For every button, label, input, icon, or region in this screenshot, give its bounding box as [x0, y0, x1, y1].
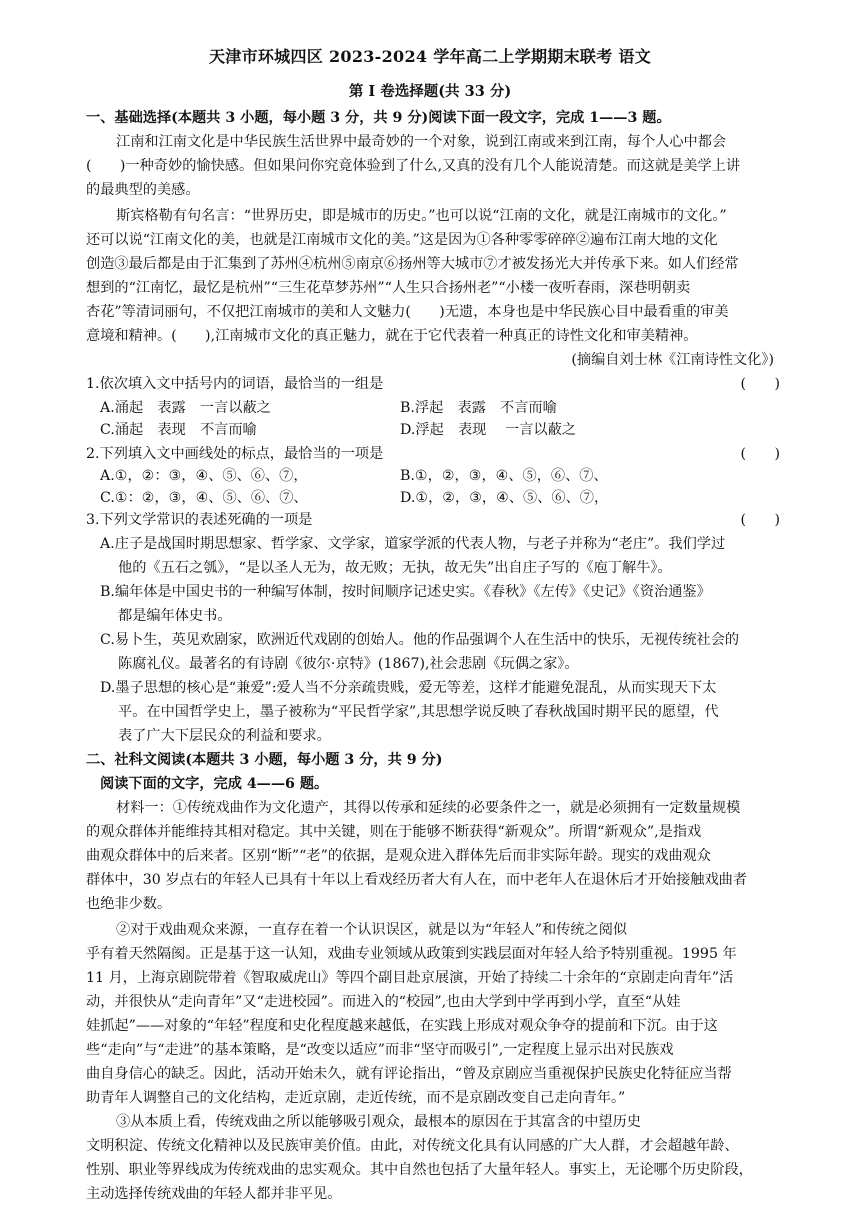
q3-option-d-line-2: 平。在中国哲学史上，墨子被称为“平民哲学家”,其思想学说反映了春秋战国时期平民的愿望，代 [118, 704, 719, 720]
m1-line-2: 的观众群体并能维持其相对稳定。其中关键，则在于能够不断获得“新观众”。所谓“新观众”,是指戏 [86, 824, 702, 840]
p2-line-1: 斯宾格勒有句名言：“世界历史，即是城市的历史。”也可以说“江南的文化，就是江南城市的文化。” [116, 208, 727, 224]
p1-line-1: 江南和江南文化是中华民族生活世界中最奇妙的一个对象，说到江南或来到江南，每个人心中都会 [116, 134, 727, 150]
q1-option-d[interactable]: D.浮起 表现 一言以蔽之 [400, 422, 576, 438]
q3-option-c-line-1[interactable]: C.易卜生，英见欢剧家，欧洲近代戏剧的创始人。他的作品强调个人在生活中的快乐，无视传统社会的 [100, 632, 740, 648]
q3-stem: 3.下列文学常识的表述死确的一项是 [86, 512, 313, 528]
p2-line-6: 意境和精神。( ),江南城市文化的真正魅力，就在于它代表着一种真正的诗性文化和审美精神。 [86, 328, 698, 344]
p2-line-5: 杏花”等清词丽句，不仅把江南城市的美和人文魅力( )无遗，本身也是中华民族心目中最看重的审美 [86, 304, 729, 320]
q3-option-a-line-1[interactable]: A.庄子是战国时期思想家、哲学家、文学家，道家学派的代表人物，与老子并称为“老庄”。我们学过 [100, 536, 726, 552]
q2-option-d[interactable]: D.①，②，③，④、⑤、⑥、⑦， [400, 490, 609, 506]
q2-options-row-1 [100, 466, 800, 486]
m2-line-4: 动，并很快从“走向青年”又“走进校园”。而进入的“校园”,也由大学到中学再到小学，直至“从娃 [86, 994, 681, 1010]
m2-line-8: 助青年人调整自己的文化结构，走近京剧，走近传统，而不是京剧改变自己走向青年。” [86, 1090, 626, 1106]
document-title: 天津市环城四区 2023-2024 学年高二上学期期末联考 语文 [208, 47, 651, 66]
q1-answer-paren[interactable]: ( ) [740, 376, 780, 392]
q3-option-d-line-1[interactable]: D.墨子思想的核心是“兼爱”:爱人当不分亲疏贵贱，爱无等差，这样才能避免混乱，从而实现天下太 [100, 680, 717, 696]
m1-line-1: 材料一：①传统戏曲作为文化遗产，其得以传承和延续的必要条件之一，就是必须拥有一定数量规模 [116, 800, 741, 816]
q2-options-row-2 [100, 488, 800, 508]
q1-option-c[interactable]: C.涌起 表现 不言而喻 [100, 422, 257, 438]
m2-line-2: 乎有着天然隔阂。正是基于这一认知，戏曲专业领域从政策到实践层面对年轻人给予特别重视。1995 年 [86, 946, 737, 962]
m1-line-3: 曲观众群体中的后来者。区别“断”“老”的依据，是观众进入群体先后而非实际年龄。现实的戏曲观众 [86, 848, 711, 864]
p1-line-3: 的最典型的美感。 [86, 182, 200, 198]
section-subtitle: 第 I 卷选择题(共 33 分) [348, 83, 512, 100]
q3-option-b-line-1[interactable]: B.编年体是中国史书的一种编写体制，按时间顺序记述史实。《春秋》《左传》《史记》《资治通鉴》 [100, 584, 711, 600]
q1-options-row-2 [100, 420, 800, 440]
q1-option-a[interactable]: A.涌起 表露 一言以蔽之 [100, 400, 271, 416]
q3-answer-paren[interactable]: ( ) [740, 512, 780, 528]
q1-stem: 1.依次填入文中括号内的词语，最恰当的一组是 [86, 376, 384, 392]
q3-option-c-line-2: 陈腐礼仪。最著名的有诗剧《彼尔·京特》(1867),社会悲剧《玩偶之家》。 [118, 656, 579, 672]
m2-line-6: 些“走向”与“走进”的基本策略，是“改变以适应”而非“坚守而吸引”,一定程度上显示出对民族戏 [86, 1042, 674, 1058]
q3-option-a-line-2: 他的《五石之瓠》，“是以圣人无为，故无败；无执，故无失”出自庄子写的《庖丁解牛》。 [118, 560, 672, 576]
q3-option-b-line-2: 都是编年体史书。 [118, 608, 232, 624]
p1-line-2: ( )一种奇妙的愉快感。但如果问你究竟体验到了什么,又真的没有几个人能说清楚。而这就是美学上讲 [86, 158, 741, 174]
q2-stem: 2.下列填入文中画线处的标点，最恰当的一项是 [86, 446, 384, 462]
m3-line-1: ③从本质上看，传统戏曲之所以能够吸引观众，最根本的原因在于其富含的中望历史 [116, 1114, 641, 1130]
part1-heading: 一、基础选择(本题共 3 小题，每小题 3 分，共 9 分)阅读下面一段文字，完成 1——3 题。 [86, 110, 671, 126]
q2-option-a[interactable]: A.①，②：③，④、⑤、⑥、⑦， [100, 468, 308, 484]
p2-line-2: 还可以说“江南文化的美，也就是江南城市文化的美。”这是因为①各种零零碎碎②遍布江南大地的文化 [86, 232, 718, 248]
q2-option-b[interactable]: B.①，②，③，④、⑤，⑥、⑦、 [400, 468, 608, 484]
m3-line-4: 主动选择传统戏曲的年轻人都并非平见。 [86, 1186, 342, 1202]
part2-instruction: 阅读下面的文字，完成 4——6 题。 [100, 776, 329, 792]
m2-line-3: 11 月，上海京剧院带着《智取威虎山》等四个副目赴京展演，开始了持续二十余年的“京剧走向青年”活 [86, 970, 734, 986]
part2-heading: 二、社科文阅读(本题共 3 小题，每小题 3 分，共 9 分) [86, 752, 443, 768]
m2-line-1: ②对于戏曲观众来源，一直存在着一个认识误区，就是以为“年轻人”和传统之阅似 [116, 922, 628, 938]
m3-line-3: 性别、职业等界线成为传统戏曲的忠实观众。其中自然也包括了大量年轻人。事实上，无论哪个历史阶段， [86, 1162, 753, 1178]
passage-source: (摘编自刘士林《江南诗性文化》) [571, 352, 774, 368]
m1-line-5: 也绝非少数。 [86, 896, 172, 912]
q1-options-row-1 [100, 398, 800, 418]
q2-option-c[interactable]: C.①：②，③，④、⑤、⑥、⑦、 [100, 490, 308, 506]
m2-line-5: 娃抓起”——对象的“年轻”程度和史化程度越来越低，在实践上形成对观众争夺的提前和下沉。由于这 [86, 1018, 718, 1034]
m3-line-2: 文明积淀、传统文化精神以及民族审美价值。由此，对传统文化具有认同感的广大人群，才会超越年龄、 [86, 1138, 739, 1154]
q2-answer-paren[interactable]: ( ) [740, 446, 780, 462]
p2-line-3: 创造③最后都是由于汇集到了苏州④杭州⑤南京⑥扬州等大城市⑦才被发扬光大并传承下来。如人们经常 [86, 256, 739, 272]
m1-line-4: 群体中，30 岁点右的年轻人已具有十年以上看戏经历者大有人在，而中老年人在退休后才开始接触戏曲者 [86, 872, 748, 888]
m2-line-7: 曲自身信心的缺乏。因此，活动开始未久，就有评论指出，“曾及京剧应当重视保护民族史化特征应当帮 [86, 1066, 732, 1082]
q1-option-b[interactable]: B.浮起 表露 不言而喻 [400, 400, 557, 416]
q3-option-d-line-3: 表了广大下层民众的利益和要求。 [118, 728, 331, 744]
p2-line-4: 想到的“江南忆，最忆是杭州”“三生花草梦苏州”“人生只合扬州老”“小楼一夜听春雨，深巷明朝卖 [86, 280, 691, 296]
